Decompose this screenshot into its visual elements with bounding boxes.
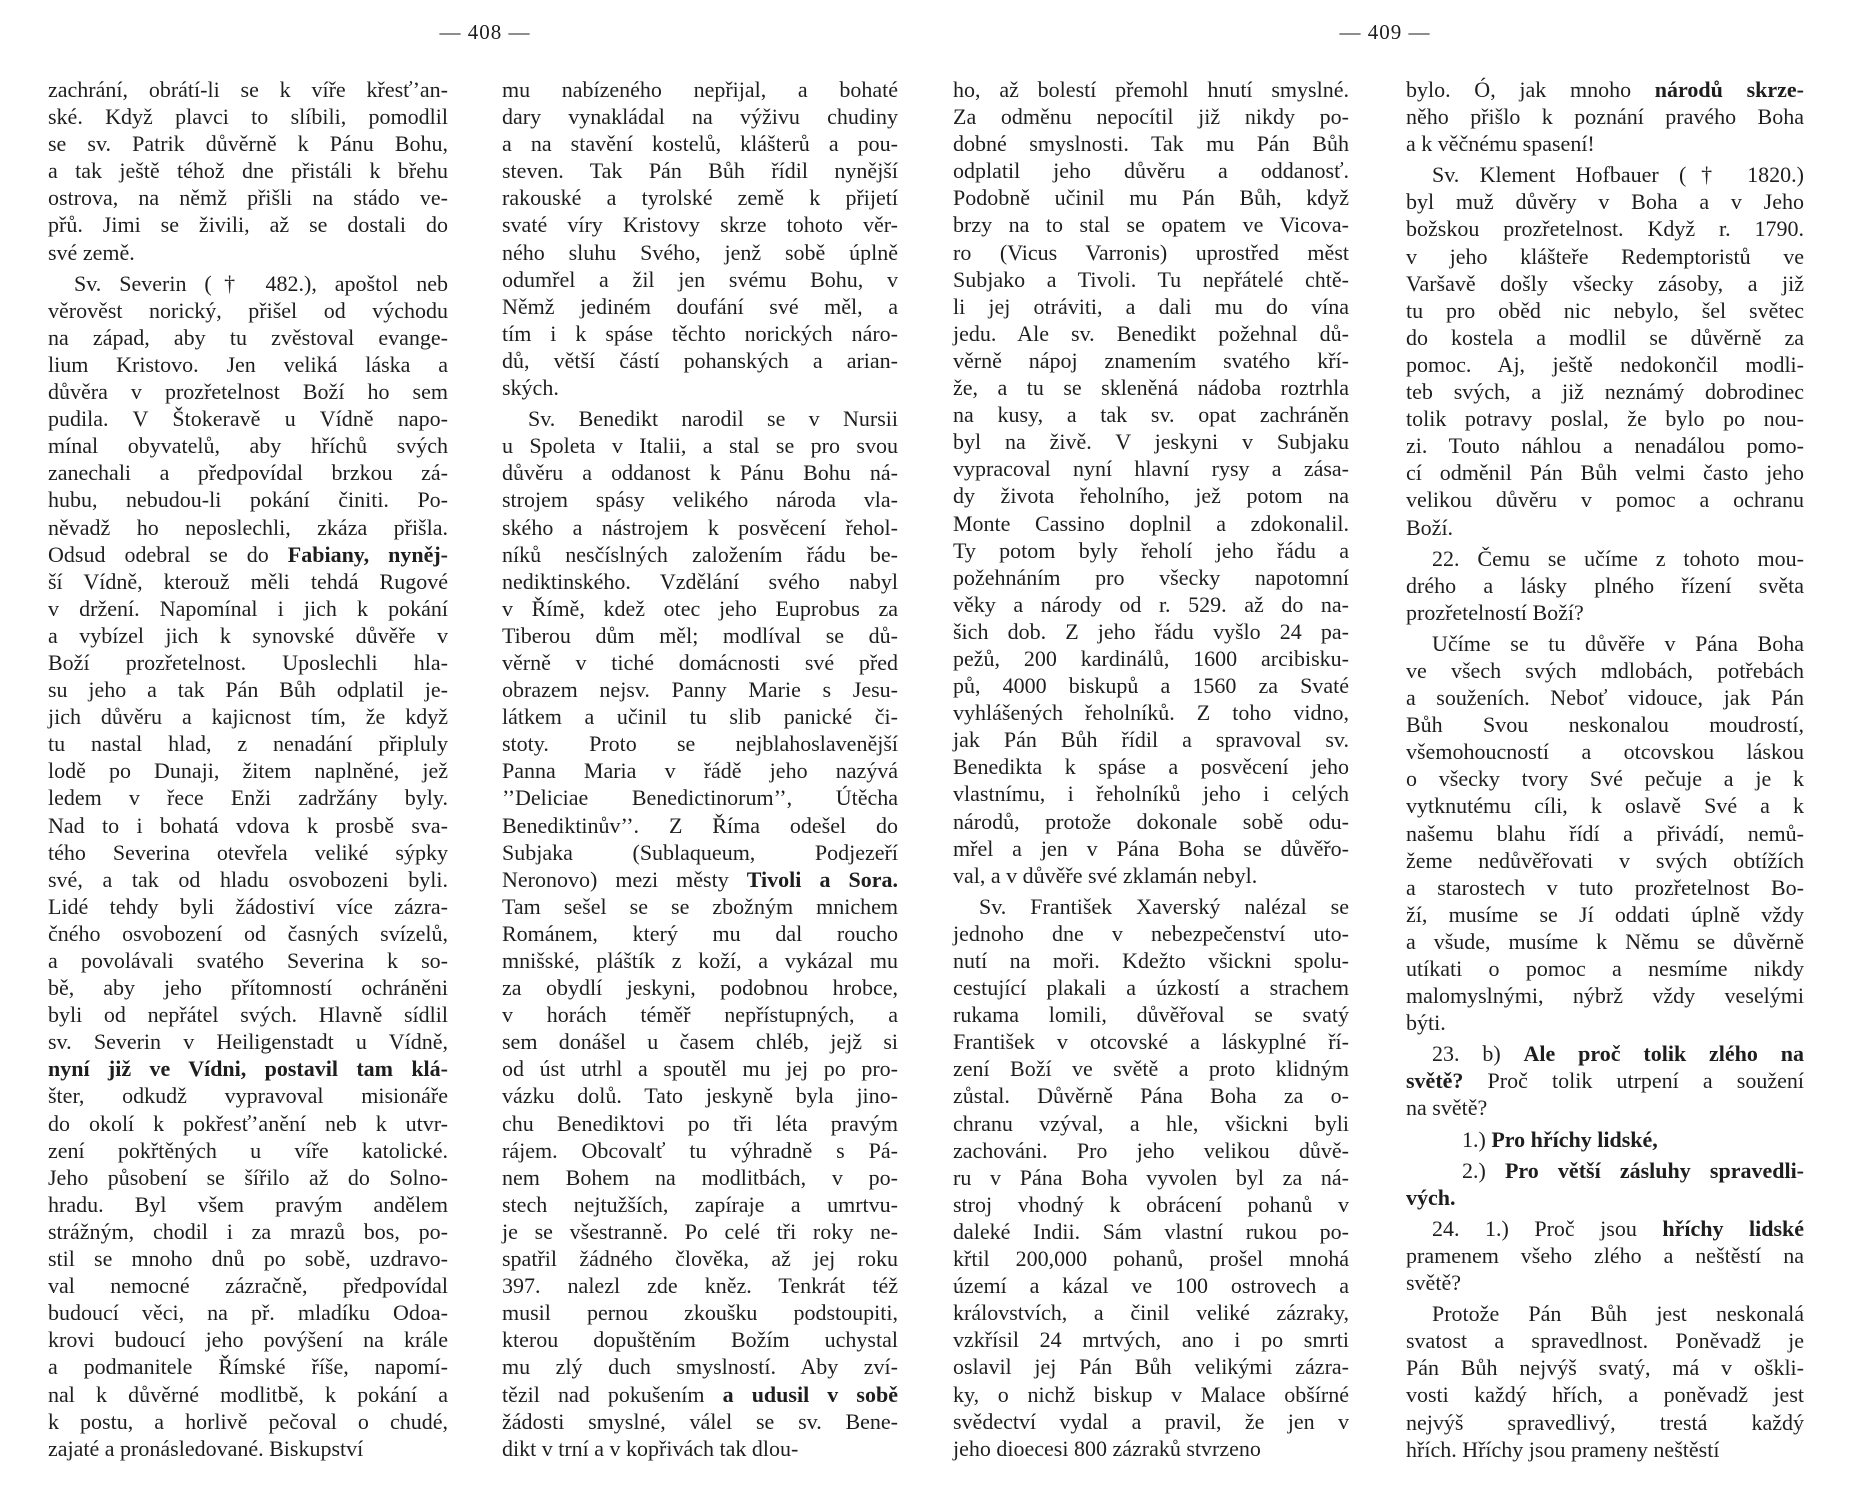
text-line: Bůh Svou neskonalou moudrostí, xyxy=(1406,712,1804,738)
bold-text: hříchy lidské xyxy=(1662,1215,1804,1241)
text-line: Benediktinův’’. Z Říma odešel do xyxy=(502,812,898,838)
paragraph xyxy=(1406,1300,1804,1463)
text-line: Ty potom byly řeholí jeho řádu a xyxy=(953,537,1349,563)
text-line: byl na živě. V jeskyni v Subjaku xyxy=(953,429,1349,455)
text-line xyxy=(1406,1157,1804,1184)
text-line: přů. Jimi se živili, až se dostali do xyxy=(48,212,448,238)
text-line: zení pokřtěných u víře katolické. xyxy=(48,1137,448,1163)
text-segment: 2.) xyxy=(1462,1157,1505,1183)
text-line: a tak ještě téhož dne přistáli k břehu xyxy=(48,158,448,184)
text-line: hradu. Byl všem pravým andělem xyxy=(48,1191,448,1217)
text-segment: bylo. Ó, jak mnoho xyxy=(1406,77,1655,102)
text-line: Sv. Klement Hofbauer († 1820.) xyxy=(1432,162,1804,188)
paragraph xyxy=(1406,630,1804,1036)
text-line: jich důvěru a kajicnost tím, že když xyxy=(48,704,448,730)
page-number-right: — 409 — xyxy=(1339,20,1431,44)
text-line: Subjaka (Sublaqueum, Podjezeří xyxy=(502,839,898,865)
text-line xyxy=(1406,1126,1804,1153)
paragraph xyxy=(1406,1040,1804,1121)
text-line: chu Benediktovi po tři léta pravým xyxy=(502,1110,898,1136)
text-line: vzkřísil 24 mrtvých, ano i po smrti xyxy=(953,1327,1349,1353)
text-line: vypracoval nyní hlavní rysy a zása- xyxy=(953,456,1349,482)
text-line: odumřel a žil jen svému Bohu, v xyxy=(502,266,898,292)
text-line: Pán Bůh nejvýš svatý, má v oškli- xyxy=(1406,1355,1804,1381)
text-segment: 23. b) xyxy=(1432,1041,1524,1067)
text-line: že, a tu se skleněná nádoba roztrhla xyxy=(953,375,1349,401)
text-line: křtil 200,000 pohanů, prošel mnohá xyxy=(953,1246,1349,1272)
text-line: a starostech v tuto prozřetelnost Bo- xyxy=(1406,874,1804,900)
text-line: byli od nepřátel svých. Hlavně sídlil xyxy=(48,1002,448,1028)
text-line: chranu vzýval, a hle, všickni byli xyxy=(953,1110,1349,1136)
text-line: Za odměnu nepocítil již nikdy po- xyxy=(953,104,1349,130)
page-number-left: — 408 — xyxy=(439,20,531,44)
text-line: Nad to i bohatá vdova k prosbě sva- xyxy=(48,812,448,838)
text-line: v jeho klášteře Redemptoristů ve xyxy=(1406,243,1804,269)
text-line xyxy=(1406,1184,1804,1211)
paragraph xyxy=(1406,76,1804,157)
text-line: kterou dopuštěním Božím uchystal xyxy=(502,1327,898,1353)
text-line: Varšavě došly všecky zásoby, a již xyxy=(1406,270,1804,296)
paragraph xyxy=(502,405,898,1462)
paragraph xyxy=(48,270,448,1462)
text-line: Němž jediném doufání své měl, a xyxy=(502,293,898,319)
text-line: v držení. Napomínal i jich k pokání xyxy=(48,595,448,621)
text-line: Benedikta k spáse a posvěcení jeho xyxy=(953,754,1349,780)
text-line: vlastnímu, i řeholníků jeho i celých xyxy=(953,781,1349,807)
text-line xyxy=(502,1381,898,1408)
text-line xyxy=(48,1055,448,1082)
text-line: vosti každý hřích, a poněvadž jest xyxy=(1406,1382,1804,1408)
text-line: lium Kristovo. Jen veliká láska a xyxy=(48,351,448,377)
text-line: pudila. V Štokeravě u Vídně napo- xyxy=(48,406,448,432)
text-line: Sv. Severin († 482.), apoštol neb xyxy=(74,270,448,296)
paragraph xyxy=(1406,1157,1804,1211)
text-line: a podmanitele Římské říše, napomí- xyxy=(48,1354,448,1380)
text-line: mu nabízeného nepřijal, a bohaté xyxy=(502,77,898,102)
bold-text: národů skrze- xyxy=(1654,77,1804,102)
text-line: Učíme se tu důvěře v Pána Boha xyxy=(1432,630,1804,656)
text-line: čného osvobození od časných svízelů, xyxy=(48,920,448,946)
text-line: hubu, nebudou-li pokání činiti. Po- xyxy=(48,487,448,513)
paragraph xyxy=(1406,1215,1804,1296)
text-line: tu pro oběd nic nebylo, šel světec xyxy=(1406,297,1804,323)
text-line: ostrova, na němž přišli na stádo ve- xyxy=(48,185,448,211)
text-line: stil se mnoho dnů po sobě, uzdravo- xyxy=(48,1246,448,1272)
text-line: věrně v tiché domácnosti své před xyxy=(502,649,898,675)
text-line: steven. Tak Pán Bůh řídil nynější xyxy=(502,158,898,184)
text-line: Podobně učinil mu Pán Bůh, když xyxy=(953,185,1349,211)
text-line: zůstal. Důvěrně Pána Boha za o- xyxy=(953,1083,1349,1109)
text-line: světě? xyxy=(1406,1270,1461,1296)
text-line: Sv. František Xaverský nalézal se xyxy=(979,893,1349,919)
text-line: Boží prozřetelnost. Uposlechli hla- xyxy=(48,649,448,675)
text-column-4 xyxy=(1406,76,1804,1463)
text-line: zajaté a pronásledované. Biskupství xyxy=(48,1435,364,1461)
text-line: důvěru a oddanost k Pánu Bohu ná- xyxy=(502,460,898,486)
text-line: dobné smyslnosti. Tak mu Pán Bůh xyxy=(953,131,1349,157)
text-line: a všude, musíme k Němu se důvěrně xyxy=(1406,928,1804,954)
text-line: něho přišlo k poznání pravého Boha xyxy=(1406,104,1804,130)
text-line: bě, aby jeho přítomností ochráněni xyxy=(48,975,448,1001)
text-line: sem donášel u časem chléb, jejž si xyxy=(502,1029,898,1055)
text-line: ky, o nichž biskup v Malace obšírné xyxy=(953,1381,1349,1407)
text-line: do okolí k pokřesť’anění neb k utvr- xyxy=(48,1110,448,1136)
text-line: velikou důvěru v pomoc a ochranu xyxy=(1406,487,1804,513)
text-line: našemu blahu řídí a přivádí, nemů- xyxy=(1406,820,1804,846)
paragraph xyxy=(953,893,1349,1462)
text-line: daleké Indii. Sám vlastní rukou po- xyxy=(953,1218,1349,1244)
text-line: Sv. Benedikt narodil se v Nursii xyxy=(528,406,898,432)
text-segment: Odsud odebral se do xyxy=(48,541,288,567)
text-line: a k věčnému spasení! xyxy=(1406,131,1595,157)
text-line: a souženích. Neboť vidouce, jak Pán xyxy=(1406,685,1804,711)
text-line: mínal obyvatelů, aby hříchů svých xyxy=(48,433,448,459)
text-line: šich dob. Z jeho řádu vyšlo 24 pa- xyxy=(953,618,1349,644)
bold-text: vých. xyxy=(1406,1184,1456,1210)
text-line: rájem. Obcovalť tu výhradně s Pá- xyxy=(502,1137,898,1163)
text-line: je se všestranně. Po celé tři roky ne- xyxy=(502,1218,898,1244)
text-line: ské. Když plavci to slíbili, pomodlil xyxy=(48,104,448,130)
text-line: dů, větší částí pohanských a arian- xyxy=(502,347,898,373)
text-line: Lidé tehdy byli žádostiví více zázra- xyxy=(48,893,448,919)
text-column-2 xyxy=(502,76,898,1462)
text-line: cí odměnil Pán Bůh velmi často jeho xyxy=(1406,460,1804,486)
text-column-3 xyxy=(953,76,1349,1462)
text-line: pramenem všeho zlého a neštěstí na xyxy=(1406,1242,1804,1268)
text-line: zi. Touto náhlou a nenadálou pomo- xyxy=(1406,433,1804,459)
bold-text: světě? xyxy=(1406,1068,1464,1094)
paragraph xyxy=(48,76,448,266)
text-line: jeho dioecesi 800 zázraků stvrzeno xyxy=(953,1435,1261,1461)
paragraph xyxy=(1406,161,1804,540)
text-line: ho, až bolestí přemohl hnutí smyslné. xyxy=(953,77,1349,102)
text-line: strojem spásy velikého národa vla- xyxy=(502,487,898,513)
paragraph xyxy=(1406,545,1804,626)
text-line: do kostela a modlil se důvěrně za xyxy=(1406,324,1804,350)
text-segment: 1.) xyxy=(1462,1126,1492,1152)
text-line: u Spoleta v Italii, a stal se pro svou xyxy=(502,433,898,459)
text-line: býti. xyxy=(1406,1010,1446,1036)
text-line: 397. nalezl zde kněz. Tenkrát též xyxy=(502,1273,898,1299)
text-line: Tam sešel se se zbožným mnichem xyxy=(502,893,898,919)
text-line: svaté víry Kristovy skrze tohoto věr- xyxy=(502,212,898,238)
bold-text: Fabiany, nyněj- xyxy=(287,541,448,567)
text-line: Subjako a Tivoli. Tu nepřátelé chtě- xyxy=(953,266,1349,292)
text-line: svědectví vydal a pravil, že jen v xyxy=(953,1408,1349,1434)
text-line: na západ, aby tu zvěstoval evange- xyxy=(48,324,448,350)
text-line: mu zlý duch smyslností. Aby zví- xyxy=(502,1354,898,1380)
text-line: drého a lásky plného řízení světa xyxy=(1406,572,1804,598)
text-line: a vybízel jich k synovské důvěře v xyxy=(48,622,448,648)
text-line: budoucí věci, na př. mladíku Odoa- xyxy=(48,1300,448,1326)
text-line: 22. Čemu se učíme z tohoto mou- xyxy=(1432,545,1804,571)
text-line: své země. xyxy=(48,239,135,265)
text-line: rakouské a tyrolské země k přijetí xyxy=(502,185,898,211)
text-line: pomoc. Aj, ještě nedokončil modli- xyxy=(1406,351,1804,377)
text-line: ší Vídně, kterouž měli tehdá Rugové xyxy=(48,568,448,594)
text-line: Jeho působení se šířilo až do Solno- xyxy=(48,1164,448,1190)
text-line: v Římě, kdež otec jeho Euprobus za xyxy=(502,595,898,621)
text-line: vázku dolů. Tato jeskyně byla jino- xyxy=(502,1083,898,1109)
text-line: národů, protože dokonale sobě odu- xyxy=(953,808,1349,834)
text-line: dary vynakládal na výživu chudiny xyxy=(502,104,898,130)
text-line: ’’Deliciae Benedictinorum’’, Útěcha xyxy=(502,785,898,811)
text-line: své, a tak od hladu osvobozeni byli. xyxy=(48,866,448,892)
text-line: nem Bohem na modlitbách, v po- xyxy=(502,1164,898,1190)
text-line: Románem, který mu dal roucho xyxy=(502,920,898,946)
text-line: nejvýš spravedlivý, trestá každý xyxy=(1406,1409,1804,1435)
text-line: stoty. Proto se nejblahoslavenější xyxy=(502,731,898,757)
text-line: František v otcovské a láskyplné ří- xyxy=(953,1029,1349,1055)
text-line: zanechali a předpovídal brzkou zá- xyxy=(48,460,448,486)
text-line: žeme nedůvěřovati v svých obtížích xyxy=(1406,847,1804,873)
text-segment: tězil nad pokušením xyxy=(502,1381,723,1407)
text-line: ného sluhu Svého, jenž sobě úplně xyxy=(502,239,898,265)
text-line: věrně nápoj znamením svatého kří- xyxy=(953,347,1349,373)
text-line: sv. Severin v Heiligenstadt u Vídně, xyxy=(48,1029,448,1055)
text-line: cestující plakali a úzkostí a strachem xyxy=(953,975,1349,1001)
text-line: látkem a učinil tu slib panické či- xyxy=(502,704,898,730)
text-line xyxy=(1406,1067,1804,1094)
text-line: Panna Maria v řádě jeho nazývá xyxy=(502,758,898,784)
text-line: musil pernou zkoušku podstoupiti, xyxy=(502,1300,898,1326)
text-line: šter, odkudž vypravoval misionáře xyxy=(48,1083,448,1109)
text-line: val, a v důvěře své zklamán nebyl. xyxy=(953,862,1258,888)
text-line: nal k důvěrné modlitbě, k pokání a xyxy=(48,1381,448,1407)
bold-text: Tivoli a Sora. xyxy=(746,866,899,892)
text-line: tu nastal hlad, z nenadání připluly xyxy=(48,731,448,757)
text-line: stroj vhodný k obrácení pohanů v xyxy=(953,1191,1349,1217)
text-line: důvěra v prozřetelnost Boží ho sem xyxy=(48,379,448,405)
text-line: Monte Cassino doplnil a zdokonalil. xyxy=(953,510,1349,536)
text-line: ru v Pána Boha vyvolen byl za ná- xyxy=(953,1164,1349,1190)
paragraph xyxy=(502,76,898,401)
text-line: oslavil jej Pán Bůh velikými zázra- xyxy=(953,1354,1349,1380)
text-segment: 24. 1.) Proč jsou xyxy=(1432,1215,1663,1241)
paragraph xyxy=(1406,1126,1804,1153)
text-line: ského a nástrojem k posvěcení řehol- xyxy=(502,514,898,540)
text-line: ve všech svých mdlobách, potřebách xyxy=(1406,657,1804,683)
text-line: věrověst norický, přišel od východu xyxy=(48,297,448,323)
text-line: teb svých, a již neznámý dobrodinec xyxy=(1406,379,1804,405)
bold-text: nyní již ve Vídni, postavil tam klá- xyxy=(48,1056,448,1082)
text-line: krovi budoucí jeho povýšení na krále xyxy=(48,1327,448,1353)
text-line: na světě? xyxy=(1406,1095,1488,1121)
text-segment: Neronovo) mezi městy xyxy=(502,866,747,892)
text-line: se sv. Patrik důvěrně k Pánu Bohu, xyxy=(48,131,448,157)
text-line: ledem v řece Enži zadržány byly. xyxy=(48,785,448,811)
text-line xyxy=(502,866,898,893)
text-line: obrazem nejsv. Panny Marie s Jesu- xyxy=(502,677,898,703)
text-line: svatost a spravedlnost. Poněvadž je xyxy=(1406,1328,1804,1354)
text-line: mřel a jen v Pána Boha se důvěřo- xyxy=(953,835,1349,861)
text-line: něvadž ho neposlechli, zkáza přišla. xyxy=(48,514,448,540)
text-line: spatřil žádného člověka, až jej roku xyxy=(502,1246,898,1272)
text-line xyxy=(1406,1215,1804,1242)
text-line: tolik potravy poslal, že bylo po nou- xyxy=(1406,406,1804,432)
paragraph xyxy=(953,76,1349,889)
text-line: věky a národy od r. 529. až do na- xyxy=(953,591,1349,617)
text-line: níků nesčíslných založením řádu be- xyxy=(502,541,898,567)
text-line: byl muž důvěry v Boha a v Jeho xyxy=(1406,189,1804,215)
text-line: nediktinského. Vzdělání svého nabyl xyxy=(502,568,898,594)
text-line: božskou prozřetelnost. Když r. 1790. xyxy=(1406,216,1804,242)
text-line: li jej otráviti, a dali mu do vína xyxy=(953,293,1349,319)
text-line: požehnáním pro všecky napotomní xyxy=(953,564,1349,590)
text-line: val nemocné zázračně, předpovídal xyxy=(48,1273,448,1299)
text-line: území a kázal ve 100 ostrovech a xyxy=(953,1273,1349,1299)
bold-text: Pro hříchy lidské, xyxy=(1491,1126,1658,1152)
text-line: ro (Vicus Varronis) uprostřed měst xyxy=(953,239,1349,265)
text-line: prozřetelností Boží? xyxy=(1406,599,1584,625)
text-line: od úst utrhl a spoutěl mu jej po pro- xyxy=(502,1056,898,1082)
text-line: dy života řeholního, jež potom na xyxy=(953,483,1349,509)
text-line: zachrání, obrátí-li se k víře křesť’an- xyxy=(48,77,448,102)
text-line: Tiberou dům měl; modlíval se dů- xyxy=(502,622,898,648)
bold-text: a udusil v sobě xyxy=(722,1381,898,1407)
text-line: rukama lomili, důvěřoval se svatý xyxy=(953,1002,1349,1028)
text-line: malomyslnými, nýbrž vždy veselými xyxy=(1406,983,1804,1009)
text-line: a na stavění kostelů, klášterů a pou- xyxy=(502,131,898,157)
text-line: odplatil jeho důvěru a oddanosť. xyxy=(953,158,1349,184)
text-column-1 xyxy=(48,76,448,1462)
text-segment: Proč tolik utrpení a soužení xyxy=(1463,1068,1804,1094)
text-line xyxy=(1406,1040,1804,1067)
text-line: stech nejtužších, zapíraje a umrtvu- xyxy=(502,1191,898,1217)
bold-text: Ale proč tolik zlého na xyxy=(1523,1041,1805,1067)
text-line: královstvích, a činil veliké zázraky, xyxy=(953,1300,1349,1326)
text-line: všemohoucností a otcovskou láskou xyxy=(1406,739,1804,765)
text-line: tím i k spáse těchto norických náro- xyxy=(502,320,898,346)
text-line: k postu, a horlivě pečoval o chudé, xyxy=(48,1408,448,1434)
text-line: su jeho a tak Pán Bůh odplatil je- xyxy=(48,677,448,703)
text-line: zení Boží ve světě a proto klidným xyxy=(953,1056,1349,1082)
text-line: jak Pán Bůh řídil a spravoval sv. xyxy=(953,727,1349,753)
text-line: nutí na moři. Kdežto všickni spolu- xyxy=(953,948,1349,973)
text-line: brzy na to stal se opatem ve Vicova- xyxy=(953,212,1349,238)
text-line: ží, musíme se Jí oddati úplně vždy xyxy=(1406,901,1804,927)
text-line: žádosti smyslné, válel se sv. Bene- xyxy=(502,1408,898,1434)
text-line: o všecky tvory Své pečuje a je k xyxy=(1406,766,1804,792)
text-line: pů, 4000 biskupů a 1560 za Svaté xyxy=(953,673,1349,699)
text-line: Boží. xyxy=(1406,514,1454,540)
text-line: jedu. Ale sv. Benedikt požehnal dů- xyxy=(953,320,1349,346)
text-line: za obydlí jeskyni, podobnou hrobce, xyxy=(502,975,898,1001)
text-line: zachováni. Pro jeho velikou důvě- xyxy=(953,1137,1349,1163)
text-line: v horách téměř nepřístupných, a xyxy=(502,1002,898,1028)
text-line: mnišské, pláštík z koží, a vykázal mu xyxy=(502,948,898,973)
text-line: utíkati o pomoc a nesmíme nikdy xyxy=(1406,956,1804,981)
text-line: Protože Pán Bůh jest neskonalá xyxy=(1432,1301,1804,1327)
text-line: hřích. Hříchy jsou prameny neštěstí xyxy=(1406,1436,1720,1462)
bold-text: Pro větší zásluhy spravedli- xyxy=(1504,1157,1805,1183)
text-line: ských. xyxy=(502,375,559,401)
text-line: strážným, chodil i za mrazů bos, po- xyxy=(48,1218,448,1244)
text-line: a povolávali svatého Severina k so- xyxy=(48,948,448,973)
text-line: dikt v trní a v kopřivách tak dlou- xyxy=(502,1435,799,1461)
text-line: vytknutému cíli, k oslavě Své a k xyxy=(1406,793,1804,819)
text-line: lodě po Dunaji, žitem naplněné, jež xyxy=(48,758,448,784)
text-line: vyhlášených řeholníků. Z toho vidno, xyxy=(953,700,1349,726)
text-line xyxy=(48,541,448,568)
text-line xyxy=(1406,76,1804,103)
text-line: na kusy, a tak sv. opat zachráněn xyxy=(953,402,1349,428)
text-line: tého Severina otevřela veliké sýpky xyxy=(48,839,448,865)
text-line: pežů, 200 kardinálů, 1600 arcibisku- xyxy=(953,645,1349,671)
text-line: jednoho dne v nebezpečenství uto- xyxy=(953,920,1349,946)
